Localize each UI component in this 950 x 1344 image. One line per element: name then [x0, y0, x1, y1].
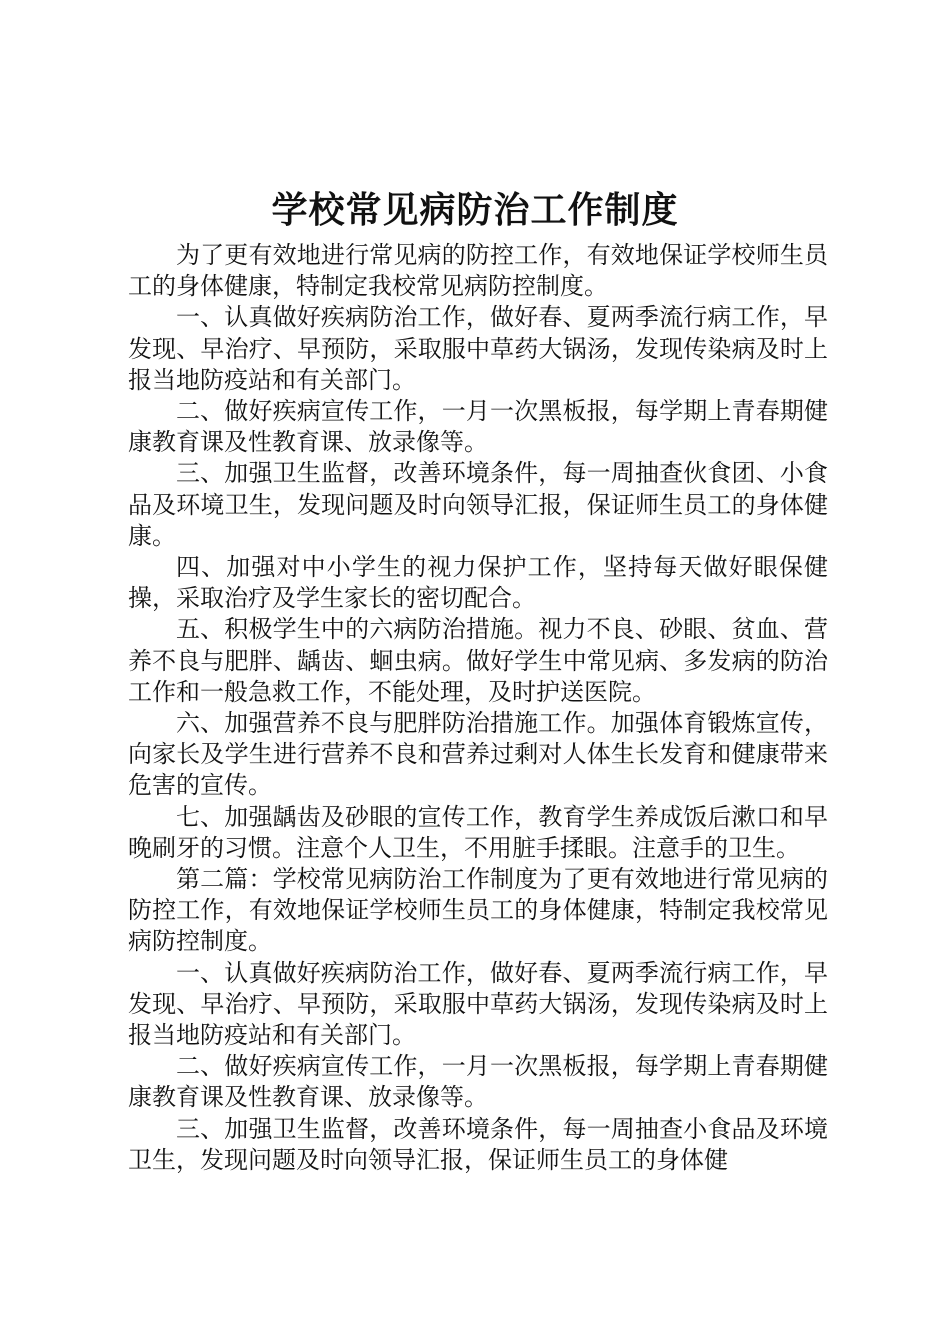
- paragraph: 为了更有效地进行常见病的防控工作，有效地保证学校师生员工的身体健康，特制定我校常见病防控制度。: [128, 241, 828, 301]
- paragraph: 二、做好疾病宣传工作，一月一次黑板报，每学期上青春期健康教育课及性教育课、放录像等。: [128, 397, 828, 457]
- paragraph: 四、加强对中小学生的视力保护工作，坚持每天做好眼保健操，采取治疗及学生家长的密切配合。: [128, 553, 828, 613]
- document-title: 学校常见病防治工作制度: [271, 189, 679, 231]
- paragraph: 二、做好疾病宣传工作，一月一次黑板报，每学期上青春期健康教育课及性教育课、放录像等。: [128, 1052, 828, 1112]
- paragraph: 三、加强卫生监督，改善环境条件，每一周抽查伙食团、小食品及环境卫生，发现问题及时向领导汇报，保证师生员工的身体健康。: [128, 459, 828, 550]
- document-body: [128, 240, 828, 1176]
- paragraph: 五、积极学生中的六病防治措施。视力不良、砂眼、贫血、营养不良与肥胖、龋齿、蛔虫病。做好学生中常见病、多发病的防治工作和一般急救工作，不能处理，及时护送医院。: [128, 615, 828, 706]
- paragraph: 三、加强卫生监督，改善环境条件，每一周抽查小食品及环境卫生，发现问题及时向领导汇报，保证师生员工的身体健: [128, 1114, 828, 1174]
- paragraph: 六、加强营养不良与肥胖防治措施工作。加强体育锻炼宣传，向家长及学生进行营养不良和营养过剩对人体生长发育和健康带来危害的宣传。: [128, 709, 828, 800]
- paragraph: 七、加强龋齿及砂眼的宣传工作，教育学生养成饭后漱口和早晚刷牙的习惯。注意个人卫生，不用脏手揉眼。注意手的卫生。: [128, 802, 828, 862]
- paragraph: 一、认真做好疾病防治工作，做好春、夏两季流行病工作，早发现、早治疗、早预防，采取服中草药大锅汤，发现传染病及时上报当地防疫站和有关部门。: [128, 303, 828, 394]
- paragraph: 一、认真做好疾病防治工作，做好春、夏两季流行病工作，早发现、早治疗、早预防，采取服中草药大锅汤，发现传染病及时上报当地防疫站和有关部门。: [128, 958, 828, 1050]
- paragraph: 第二篇：学校常见病防治工作制度为了更有效地进行常见病的防控工作，有效地保证学校师生员工的身体健康，特制定我校常见病防控制度。: [128, 865, 828, 956]
